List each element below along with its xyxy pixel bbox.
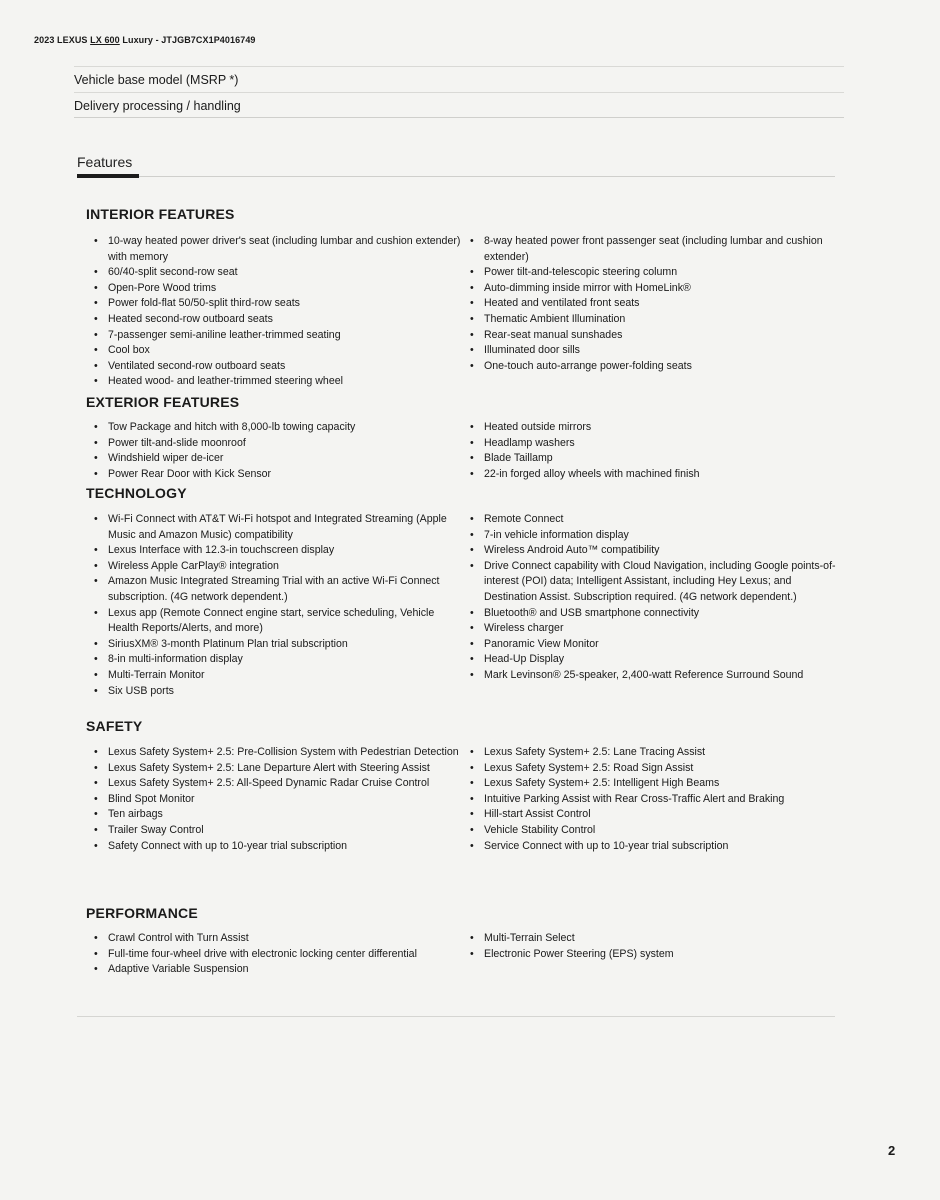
feature-list-item: • Lexus Safety System+ 2.5: Lane Departure Alert with Steering Assist (94, 761, 464, 777)
feature-list-item: • Hill-start Assist Control (470, 807, 836, 823)
feature-list-item: • Lexus Safety System+ 2.5: Road Sign Assist (470, 761, 836, 777)
feature-list-item: • Full-time four-wheel drive with electronic locking center differential (94, 947, 464, 963)
feature-list-item: • Windshield wiper de-icer (94, 451, 464, 467)
bottom-divider (77, 1016, 835, 1017)
feature-list-item: • Auto-dimming inside mirror with HomeLink® (470, 281, 836, 297)
safety-right-list (470, 745, 836, 854)
feature-list-item: • Blind Spot Monitor (94, 792, 464, 808)
exterior-features-heading: EXTERIOR FEATURES (86, 394, 240, 410)
feature-list-item: • Electronic Power Steering (EPS) system (470, 947, 836, 963)
performance-left-list (94, 931, 464, 978)
feature-list-item: • Multi-Terrain Select (470, 931, 836, 947)
technology-left-list (94, 512, 464, 699)
page-number: 2 (888, 1143, 896, 1158)
features-tab-underline (77, 174, 139, 178)
feature-list-item: • Remote Connect (470, 512, 836, 528)
feature-list-item: • Wireless Android Auto™ compatibility (470, 543, 836, 559)
feature-list-item: • Open-Pore Wood trims (94, 281, 464, 297)
feature-list-item: • Six USB ports (94, 684, 464, 700)
feature-list-item: • Adaptive Variable Suspension (94, 962, 464, 978)
feature-list-item: • Bluetooth® and USB smartphone connectivity (470, 606, 836, 622)
technology-heading: TECHNOLOGY (86, 485, 187, 501)
exterior-features-left-list (94, 420, 464, 482)
feature-list-item: • Tow Package and hitch with 8,000-lb towing capacity (94, 420, 464, 436)
feature-list-item: • Headlamp washers (470, 436, 836, 452)
feature-list-item: • Lexus Safety System+ 2.5: Intelligent High Beams (470, 776, 836, 792)
feature-list-item: • Lexus Safety System+ 2.5: All-Speed Dynamic Radar Cruise Control (94, 776, 464, 792)
feature-list-item: • Power Rear Door with Kick Sensor (94, 467, 464, 483)
feature-list-item: • Crawl Control with Turn Assist (94, 931, 464, 947)
feature-list-item: • 7-in vehicle information display (470, 528, 836, 544)
feature-list-item: • Panoramic View Monitor (470, 637, 836, 653)
feature-list-item: • Illuminated door sills (470, 343, 836, 359)
vehicle-header (34, 35, 256, 45)
feature-list-item: • Vehicle Stability Control (470, 823, 836, 839)
interior-features-right-list (470, 234, 836, 374)
feature-list-item: • One-touch auto-arrange power-folding seats (470, 359, 836, 375)
feature-list-item: • Wireless charger (470, 621, 836, 637)
feature-list-item: • Wireless Apple CarPlay® integration (94, 559, 464, 575)
feature-list-item: • Multi-Terrain Monitor (94, 668, 464, 684)
feature-list-item: • Amazon Music Integrated Streaming Trial with an active Wi-Fi Connect subscription. (4G network dependent.) (94, 574, 464, 605)
header-model: LX 600 (90, 35, 120, 45)
pricing-row-delivery: Delivery processing / handling (74, 92, 844, 118)
feature-list-item: • Heated outside mirrors (470, 420, 836, 436)
interior-features-left-list (94, 234, 464, 390)
safety-heading: SAFETY (86, 718, 143, 734)
pricing-row-base-model: Vehicle base model (MSRP *) (74, 66, 844, 92)
feature-list-item: • Lexus app (Remote Connect engine start, service scheduling, Vehicle Health Reports/Alerts, and more) (94, 606, 464, 637)
feature-list-item: • Ventilated second-row outboard seats (94, 359, 464, 375)
feature-list-item: • Service Connect with up to 10-year trial subscription (470, 839, 836, 855)
feature-list-item: • Heated wood- and leather-trimmed steering wheel (94, 374, 464, 390)
performance-right-list (470, 931, 836, 962)
feature-list-item: • Lexus Interface with 12.3-in touchscreen display (94, 543, 464, 559)
technology-right-list (470, 512, 836, 684)
feature-list-item: • Mark Levinson® 25-speaker, 2,400-watt Reference Surround Sound (470, 668, 836, 684)
feature-list-item: • Power tilt-and-telescopic steering column (470, 265, 836, 281)
feature-list-item: • 7-passenger semi-aniline leather-trimmed seating (94, 328, 464, 344)
feature-list-item: • Heated and ventilated front seats (470, 296, 836, 312)
feature-list-item: • Intuitive Parking Assist with Rear Cross-Traffic Alert and Braking (470, 792, 836, 808)
feature-list-item: • SiriusXM® 3-month Platinum Plan trial subscription (94, 637, 464, 653)
feature-list-item: • Rear-seat manual sunshades (470, 328, 836, 344)
features-divider (77, 176, 835, 177)
feature-list-item: • 8-way heated power front passenger seat (including lumbar and cushion extender) (470, 234, 836, 265)
pricing-table (74, 66, 844, 118)
feature-list-item: • 10-way heated power driver's seat (including lumbar and cushion extender) with memory (94, 234, 464, 265)
feature-list-item: • Blade Taillamp (470, 451, 836, 467)
feature-list-item: • Trailer Sway Control (94, 823, 464, 839)
feature-list-item: • Safety Connect with up to 10-year trial subscription (94, 839, 464, 855)
feature-list-item: • Power tilt-and-slide moonroof (94, 436, 464, 452)
feature-list-item: • Lexus Safety System+ 2.5: Lane Tracing Assist (470, 745, 836, 761)
feature-list-item: • Cool box (94, 343, 464, 359)
performance-heading: PERFORMANCE (86, 905, 198, 921)
feature-list-item: • Head-Up Display (470, 652, 836, 668)
feature-list-item: • Thematic Ambient Illumination (470, 312, 836, 328)
feature-list-item: • 8-in multi-information display (94, 652, 464, 668)
feature-list-item: • Heated second-row outboard seats (94, 312, 464, 328)
interior-features-heading: INTERIOR FEATURES (86, 206, 235, 222)
safety-left-list (94, 745, 464, 854)
features-tab: Features (77, 154, 133, 170)
header-prefix: 2023 LEXUS (34, 35, 88, 45)
feature-list-item: • Drive Connect capability with Cloud Navigation, including Google points-of-interest (POI) data; Intelligent Assistant, including Hey Lexus; and Destination Assist. Subscription required. (4G network dependent.) (470, 559, 836, 606)
feature-list-item: • Lexus Safety System+ 2.5: Pre-Collision System with Pedestrian Detection (94, 745, 464, 761)
feature-list-item: • Wi-Fi Connect with AT&T Wi-Fi hotspot and Integrated Streaming (Apple Music and Amazon Music) compatibility (94, 512, 464, 543)
exterior-features-right-list (470, 420, 836, 482)
feature-list-item: • 60/40-split second-row seat (94, 265, 464, 281)
feature-list-item: • 22-in forged alloy wheels with machined finish (470, 467, 836, 483)
feature-list-item: • Power fold-flat 50/50-split third-row seats (94, 296, 464, 312)
header-suffix: Luxury - JTJGB7CX1P4016749 (122, 35, 256, 45)
feature-list-item: • Ten airbags (94, 807, 464, 823)
